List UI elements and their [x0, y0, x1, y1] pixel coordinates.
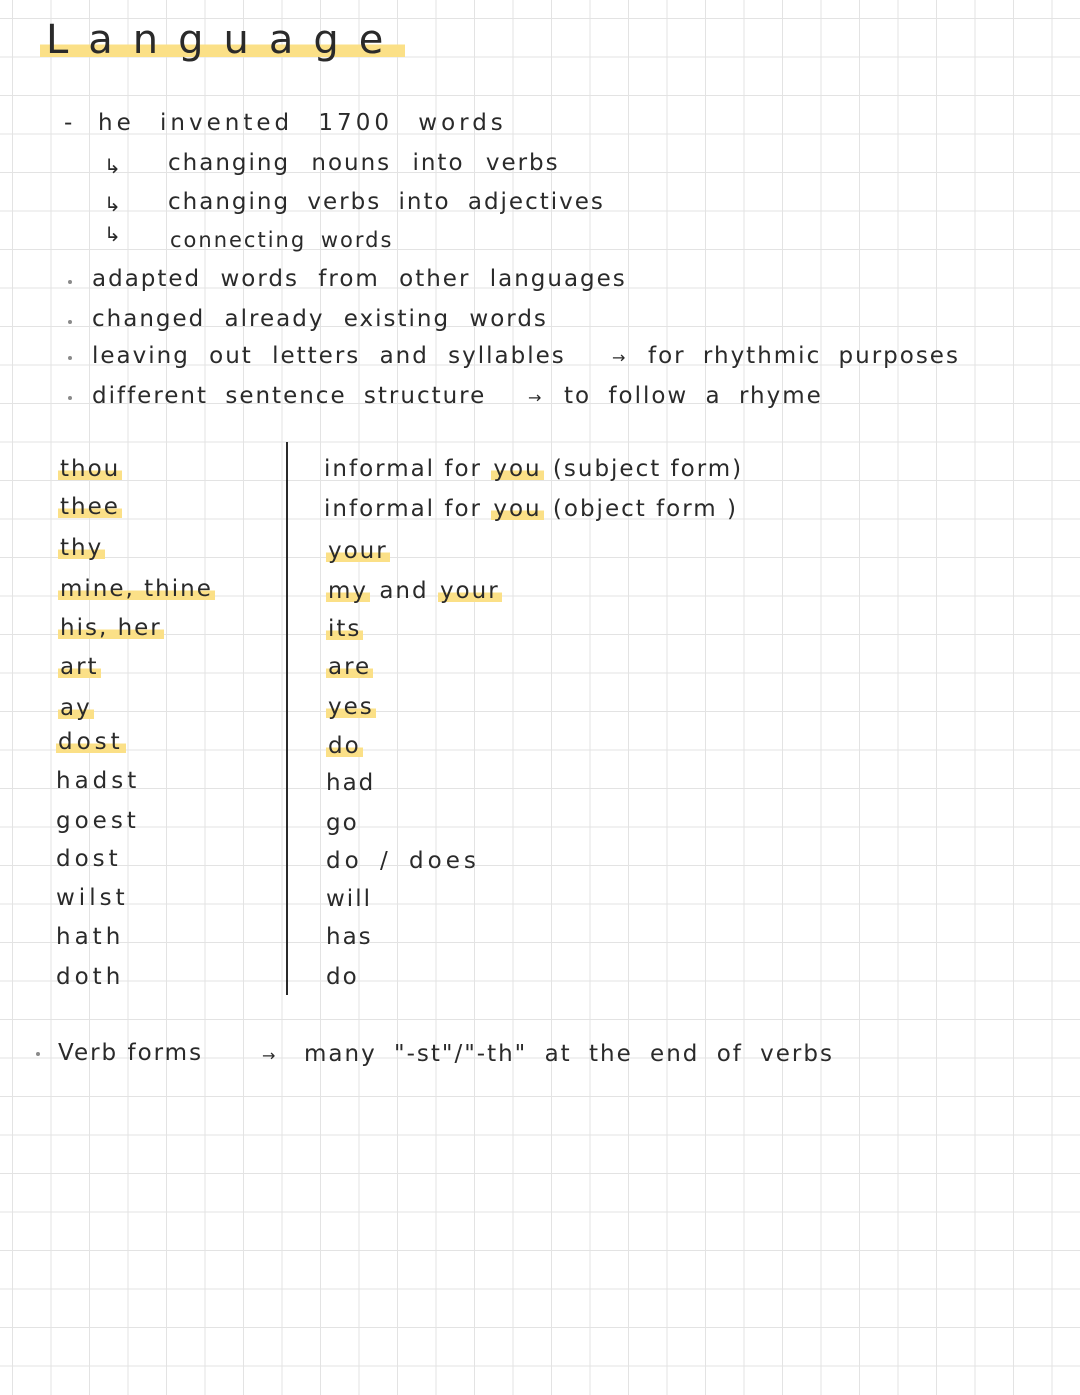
modern-term-highlight: my	[328, 578, 369, 604]
modern-term-highlight: you	[493, 456, 542, 482]
old-term: goest	[56, 808, 140, 834]
modern-term-note: (object form )	[543, 496, 738, 522]
footer-label: Verb forms	[58, 1040, 204, 1066]
bullet-text: changed already existing words	[92, 306, 548, 332]
modern-term: do / does	[326, 848, 480, 874]
bullet-dot	[36, 1052, 40, 1056]
bullet-text: different sentence structure	[92, 383, 487, 409]
old-term: thou	[60, 456, 121, 482]
bullet-note: for rhythmic purposes	[648, 343, 960, 369]
bullet-dot	[68, 280, 72, 284]
old-term: hadst	[56, 768, 141, 794]
modern-term: will	[326, 886, 372, 912]
modern-term-highlight: its	[328, 616, 362, 642]
bullet-dot	[68, 396, 72, 400]
modern-term: go	[326, 810, 359, 836]
modern-term: has	[326, 924, 373, 950]
modern-term-highlight: you	[493, 496, 542, 522]
modern-term-highlight: are	[328, 654, 372, 680]
modern-term: and	[370, 578, 438, 604]
old-term: thy	[60, 535, 104, 561]
sub-arrow-icon: ↳	[104, 154, 121, 178]
arrow-icon: →	[528, 388, 542, 407]
footer-text: many "-st"/"-th" at the end of verbs	[304, 1041, 834, 1067]
old-term: art	[60, 654, 99, 680]
page-title: Language	[40, 20, 405, 62]
old-term: wilst	[56, 885, 129, 911]
intro-dash: -	[64, 110, 75, 136]
modern-term: informal for	[324, 456, 492, 482]
old-term: ay	[60, 695, 92, 721]
sub-item: connecting words	[170, 228, 394, 252]
old-term: thee	[60, 494, 120, 520]
modern-term-highlight: your	[439, 578, 500, 604]
column-divider	[286, 442, 288, 995]
modern-term: informal for	[324, 496, 492, 522]
modern-term-note: (subject form)	[543, 456, 744, 482]
modern-term: had	[326, 770, 376, 796]
old-term: doth	[56, 964, 125, 990]
bullet-note: to follow a rhyme	[564, 383, 823, 409]
sub-item: changing nouns into verbs	[168, 150, 560, 176]
arrow-icon: →	[612, 348, 626, 367]
old-term: his, her	[60, 615, 162, 641]
modern-term: do	[326, 964, 359, 990]
old-term: hath	[56, 924, 125, 950]
sub-arrow-icon: ↳	[104, 222, 121, 246]
modern-term-highlight: yes	[328, 694, 374, 720]
bullet-text: adapted words from other languages	[92, 266, 627, 292]
modern-term-highlight: do	[328, 733, 361, 759]
bullet-dot	[68, 356, 72, 360]
old-term: dost	[56, 846, 122, 872]
bullet-text: leaving out letters and syllables	[92, 343, 566, 369]
arrow-icon: →	[262, 1046, 276, 1065]
sub-arrow-icon: ↳	[104, 192, 121, 216]
bullet-dot	[68, 320, 72, 324]
old-term: dost	[58, 729, 124, 755]
modern-term-highlight: your	[328, 538, 388, 564]
old-term: mine, thine	[60, 576, 213, 602]
sub-item: changing verbs into adjectives	[168, 189, 605, 215]
intro-line: he invented 1700 words	[98, 110, 507, 136]
